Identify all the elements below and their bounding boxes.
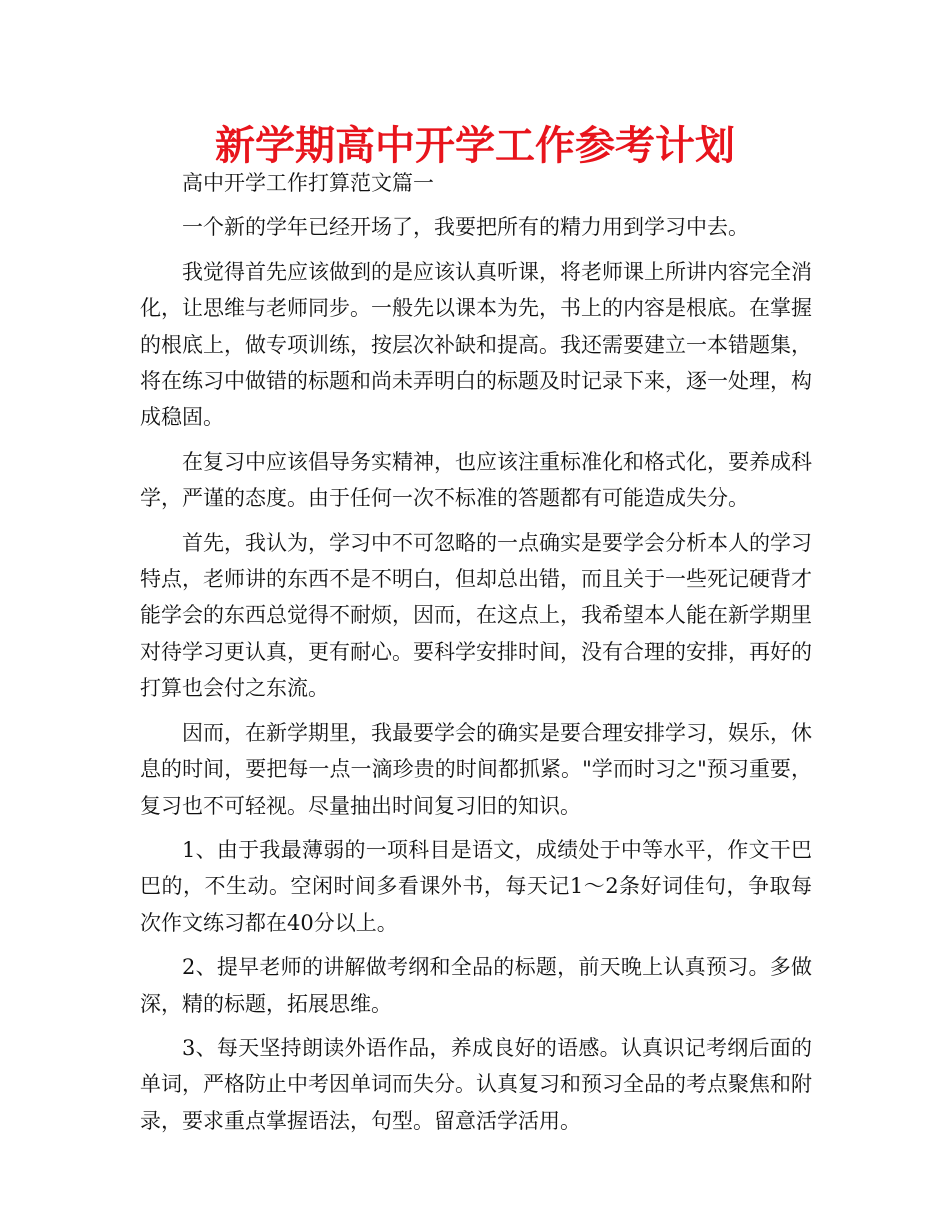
document-body: [140, 165, 812, 1147]
body-paragraph: 一个新的学年已经开场了，我要把所有的精力用到学习中去。: [182, 215, 749, 240]
body-paragraph: 首先，我认为，学习中不可忽略的一点确实是要学会分析本人的学习特点，老师讲的东西不是不明白，但却总出错，而且关于一些死记硬背才能学会的东西总觉得不耐烦，因而，在这点上，我希望本人能在新学期里对待学习更认真，更有耐心。要科学安排时间，没有合理的安排，再好的打算也会付之东流。: [140, 530, 812, 701]
body-paragraph: 因而，在新学期里，我最要学会的确实是要合理安排学习，娱乐，休息的时间，要把每一点一滴珍贵的时间都抓紧。"学而时习之"预习重要，复习也不可轻视。尽量抽出时间复习旧的知识。: [140, 720, 812, 818]
subtitle-paragraph: 高中开学工作打算范文篇一: [182, 171, 434, 195]
list-item-paragraph: 2、提早老师的讲解做考纲和全品的标题，前天晚上认真预习。多做深，精的标题，拓展思维。: [140, 955, 812, 1016]
list-item-paragraph: 3、每天坚持朗读外语作品，养成良好的语感。认真识记考纲后面的单词，严格防止中考因单词而失分。认真复习和预习全品的考点聚焦和附录，要求重点掌握语法，句型。留意活学活用。: [140, 1035, 812, 1133]
body-paragraph: 在复习中应该倡导务实精神，也应该注重标准化和格式化，要养成科学，严谨的态度。由于任何一次不标准的答题都有可能造成失分。: [140, 449, 812, 511]
document-title: 新学期高中开学工作参考计划: [215, 123, 735, 169]
body-paragraph: 我觉得首先应该做到的是应该认真听课，将老师课上所讲内容完全消化，让思维与老师同步。一般先以课本为先，书上的内容是根底。在掌握的根底上，做专项训练，按层次补缺和提高。我还需要建立一本错题集，将在练习中做错的标题和尚未弄明白的标题及时记录下来，逐一处理，构成稳固。: [140, 259, 812, 430]
list-item-paragraph: 1、由于我最薄弱的一项科目是语文，成绩处于中等水平，作文干巴巴的，不生动。空闲时间多看课外书，每天记1～2条好词佳句，争取每次作文练习都在40分以上。: [140, 837, 812, 935]
